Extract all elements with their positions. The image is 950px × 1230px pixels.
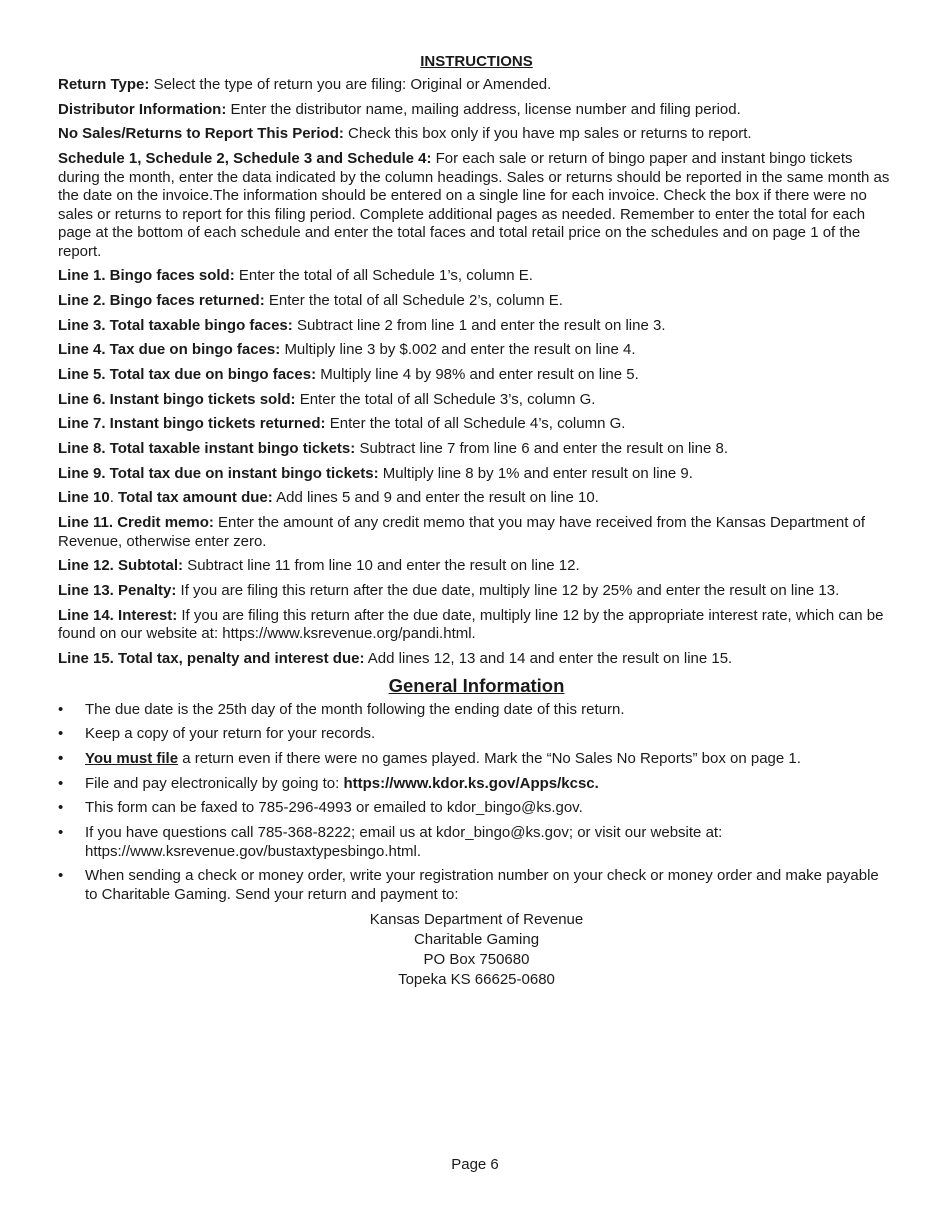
- instruction-text: Add lines 12, 13 and 14 and enter the result on line 15.: [367, 649, 733, 667]
- instruction-text: Multiply line 3 by $.002 and enter the result on line 4.: [284, 341, 636, 359]
- list-item: [58, 824, 895, 861]
- instruction-text: If you are filing this return after the due date, multiply line 12 by the appropriate interest rate, which can be found on our website at: https://www.ksrevenue.org/pandi.html.: [58, 606, 884, 643]
- instruction-label: Return Type:: [58, 76, 150, 93]
- instruction-paragraph: [58, 489, 895, 508]
- must-file-text: a return even if there were no games played. Mark the “No Sales No Reports” box on page 1.: [178, 749, 801, 767]
- instruction-label: Line 2. Bingo faces returned:: [58, 291, 265, 309]
- instruction-paragraph: [58, 366, 895, 385]
- instruction-text: Enter the amount of any credit memo that you may have received from the Kansas Department of Revenue, otherwise enter zero.: [58, 514, 866, 550]
- instruction-label: Line 13. Penalty:: [58, 582, 177, 599]
- instruction-text: Enter the total of all Schedule 2’s, column E.: [268, 291, 563, 309]
- instruction-paragraph: [58, 76, 895, 95]
- instruction-paragraph: [58, 440, 895, 459]
- instruction-label: Line 9. Total tax due on instant bingo tickets:: [58, 464, 379, 482]
- instruction-text: If you are filing this return after the due date, multiply line 12 by 25% and enter the result on line 13.: [180, 582, 840, 599]
- instruction-label: Line 3. Total taxable bingo faces:: [58, 316, 293, 334]
- instruction-text: Add lines 5 and 9 and enter the result on line 10.: [272, 489, 599, 507]
- instructions-heading: INSTRUCTIONS: [420, 53, 533, 70]
- instruction-label: Line 10: [58, 489, 110, 507]
- instruction-text: Multiply line 4 by 98% and enter result on line 5.: [320, 366, 639, 383]
- instruction-paragraph: [58, 650, 895, 669]
- keep-copy-text: Keep a copy of your return for your records.: [85, 725, 376, 743]
- instruction-paragraph: [58, 292, 895, 311]
- instruction-paragraph: [58, 514, 895, 551]
- instruction-paragraph: [58, 557, 895, 576]
- instruction-label: Distributor Information:: [58, 100, 227, 118]
- instruction-paragraph: [58, 317, 895, 336]
- instruction-label: Line 15. Total tax, penalty and interest due:: [58, 649, 365, 667]
- instruction-label: Line 14. Interest:: [58, 606, 178, 624]
- instruction-text: Enter the total of all Schedule 1’s, column E.: [238, 267, 533, 285]
- instruction-text: Multiply line 8 by 1% and enter result on line 9.: [382, 464, 693, 482]
- instruction-text: Enter the total of all Schedule 3’s, column G.: [299, 390, 596, 408]
- instruction-label: Schedule 1, Schedule 2, Schedule 3 and Schedule 4:: [58, 150, 432, 168]
- list-item: [58, 867, 895, 904]
- list-item: [58, 775, 895, 794]
- mailing-address: [58, 910, 895, 990]
- instruction-paragraph: [58, 341, 895, 360]
- instruction-text: Check this box only if you have mp sales or returns to report.: [348, 125, 752, 143]
- instruction-paragraph: [58, 582, 895, 601]
- bullet-icon: •: [58, 774, 64, 792]
- instruction-text: Subtract line 2 from line 1 and enter the result on line 3.: [296, 316, 666, 334]
- instruction-separator: .: [109, 489, 119, 507]
- instruction-text: Enter the total of all Schedule 4’s, column G.: [329, 415, 626, 433]
- instruction-label: Line 7. Instant bingo tickets returned:: [58, 415, 326, 433]
- instruction-paragraph: [58, 267, 895, 286]
- instruction-label: Line 5. Total tax due on bingo faces:: [58, 366, 317, 383]
- instruction-paragraph: [58, 607, 895, 644]
- bullet-icon: •: [58, 867, 64, 885]
- instruction-label: Line 12. Subtotal:: [58, 557, 184, 575]
- address-line: Kansas Department of Revenue: [369, 911, 584, 929]
- address-line: Topeka KS 66625-0680: [398, 971, 555, 989]
- due-date-text: The due date is the 25th day of the month following the ending date of this return.: [85, 700, 625, 718]
- kcsc-link[interactable]: https://www.kdor.ks.gov/Apps/kcsc.: [343, 774, 599, 792]
- bullet-icon: •: [58, 799, 64, 817]
- instruction-paragraph: [58, 150, 895, 261]
- bullet-icon: •: [58, 824, 64, 841]
- instruction-paragraph: [58, 101, 895, 120]
- instruction-paragraph: [58, 415, 895, 434]
- address-line: Charitable Gaming: [413, 931, 540, 949]
- address-line: PO Box 750680: [423, 951, 530, 969]
- instruction-paragraph: [58, 391, 895, 410]
- instruction-label: Line 8. Total taxable instant bingo tickets:: [58, 440, 356, 458]
- general-information-list: [58, 701, 895, 905]
- instruction-text: Select the type of return you are filing: Original or Amended.: [153, 76, 552, 93]
- document-page: [58, 52, 895, 990]
- contact-text: If you have questions call 785-368-8222; email us at kdor_bingo@ks.gov; or visit our website at: https://www.ksrevenue.gov/bustaxtypesbingo.html.: [85, 824, 723, 860]
- instruction-text: Enter the distributor name, mailing address, license number and filing period.: [230, 100, 741, 118]
- list-item: [58, 701, 895, 720]
- instruction-label: Line 11. Credit memo:: [58, 514, 214, 532]
- instruction-paragraph: [58, 465, 895, 484]
- instruction-text: For each sale or return of bingo paper and instant bingo tickets during the month, enter the data indicated by the column headings. Sales or returns should be reported in the same month as the date on the invoice.The information should be entered on a single line for each invoice. Check the box if there were no sales or returns to report for this filing period. Complete additional pages as needed. Remember to enter the total for each page at the bottom of each schedule and enter the total faces and total retail price on the schedules and on page 1 of the report.: [58, 150, 890, 260]
- fax-email-text: This form can be faxed to 785-296-4993 or emailed to kdor_bingo@ks.gov.: [85, 799, 583, 817]
- payment-instructions-text: When sending a check or money order, write your registration number on your check or money order and make payable to Charitable Gaming. Send your return and payment to:: [85, 867, 879, 903]
- instruction-text: Subtract line 7 from line 6 and enter the result on line 8.: [359, 440, 729, 458]
- bullet-icon: •: [58, 749, 64, 767]
- list-item: [58, 799, 895, 818]
- instruction-text: Subtract line 11 from line 10 and enter the result on line 12.: [187, 557, 580, 575]
- instruction-label: No Sales/Returns to Report This Period:: [58, 125, 344, 143]
- instruction-label: Line 4. Tax due on bingo faces:: [58, 341, 281, 359]
- list-item: [58, 725, 895, 744]
- instruction-label: Line 1. Bingo faces sold:: [58, 267, 235, 285]
- must-file-emphasis: You must file: [85, 749, 179, 767]
- instruction-label: Total tax amount due:: [118, 489, 273, 507]
- bullet-icon: •: [58, 725, 64, 743]
- bullet-icon: •: [58, 700, 64, 718]
- file-electronically-text: File and pay electronically by going to:: [85, 774, 344, 792]
- general-information-heading: General Information: [388, 674, 565, 696]
- list-item: [58, 750, 895, 769]
- page-number: Page 6: [451, 1156, 499, 1173]
- instruction-paragraph: [58, 125, 895, 144]
- instruction-label: Line 6. Instant bingo tickets sold:: [58, 390, 296, 408]
- instructions-list: [58, 76, 895, 668]
